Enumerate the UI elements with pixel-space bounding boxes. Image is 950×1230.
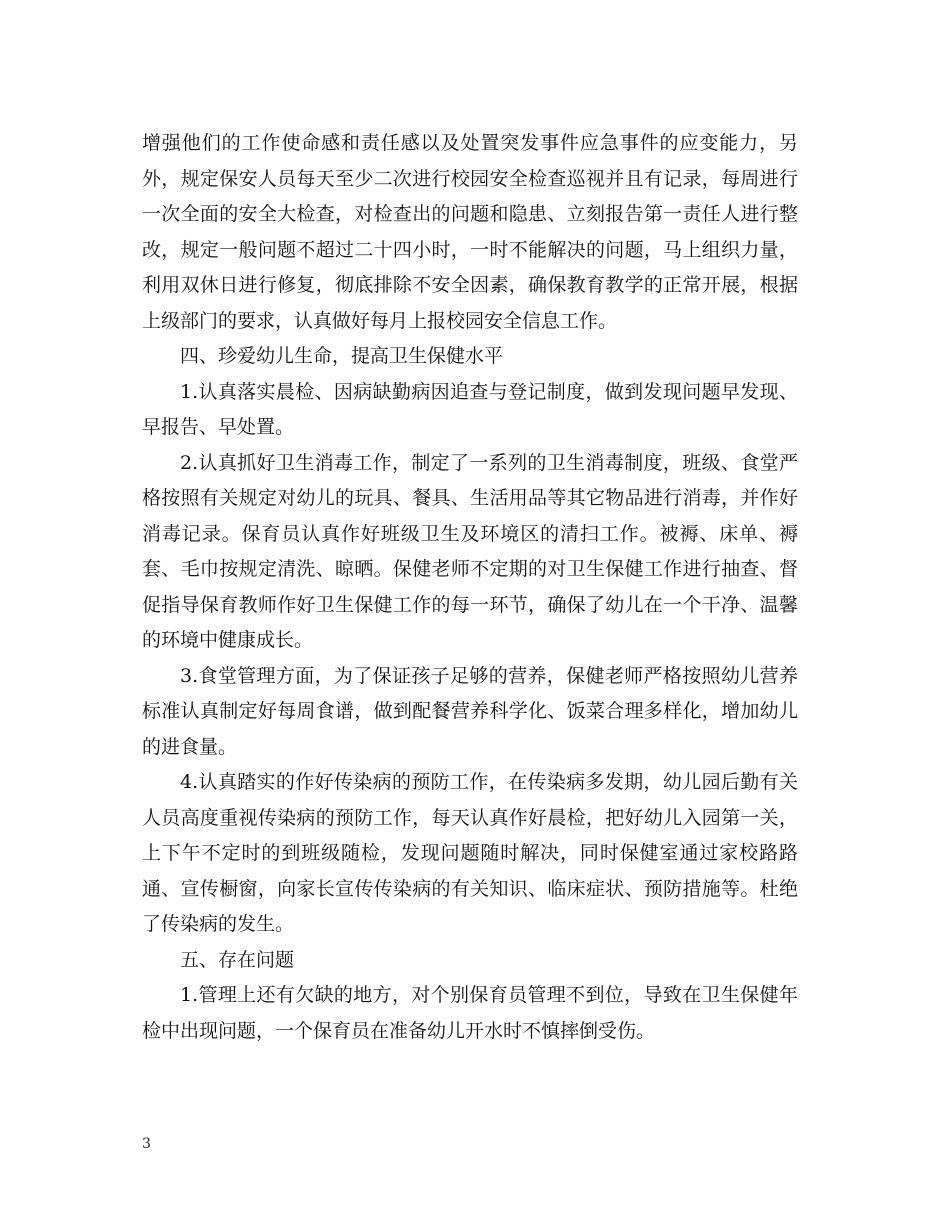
paragraph-item-4-3: 3.食堂管理方面，为了保证孩子足够的营养，保健老师严格按照幼儿营养标准认真制定好每周食谱，做到配餐营养科学化、饭菜合理多样化，增加幼儿的进食量。 (142, 664, 798, 758)
page-number: 3 (142, 1136, 151, 1152)
paragraph-item-4-4: 4.认真踏实的作好传染病的预防工作，在传染病多发期，幼儿园后勤有关人员高度重视传染病的预防工作，每天认真作好晨检，把好幼儿入园第一关，上下午不定时的到班级随检，发现问题随时解决，同时保健室通过家校路路通、宣传橱窗，向家长宣传传染病的有关知识、临床症状、预防措施等。杜绝了传染病的发生。 (142, 771, 798, 935)
paragraph-item-4-1: 1.认真落实晨检、因病缺勤病因追查与登记制度，做到发现问题早发现、早报告、早处置。 (142, 380, 798, 438)
document-body (142, 126, 798, 1049)
paragraph-item-4-2: 2.认真抓好卫生消毒工作，制定了一系列的卫生消毒制度，班级、食堂严格按照有关规定对幼儿的玩具、餐具、生活用品等其它物品进行消毒，并作好消毒记录。保育员认真作好班级卫生及环境区的清扫工作。被褥、床单、褥套、毛巾按规定清洗、晾晒。保健老师不定期的对卫生保健工作进行抽查、督促指导保育教师作好卫生保健工作的每一环节，确保了幼儿在一个干净、温馨的环境中健康成长。 (142, 451, 798, 651)
section-heading-4: 四、珍爱幼儿生命，提高卫生保健水平 (180, 345, 504, 367)
paragraph-item-5-1: 1.管理上还有欠缺的地方，对个别保育员管理不到位，导致在卫生保健年检中出现问题，一个保育员在准备幼儿开水时不慎摔倒受伤。 (142, 984, 798, 1042)
paragraph-continuation: 增强他们的工作使命感和责任感以及处置突发事件应急事件的应变能力，另外，规定保安人员每天至少二次进行校园安全检查巡视并且有记录，每周进行一次全面的安全大检查，对检查出的问题和隐患、立刻报告第一责任人进行整改，规定一般问题不超过二十四小时，一时不能解决的问题，马上组织力量，利用双休日进行修复，彻底排除不安全因素，确保教育教学的正常开展，根据上级部门的要求，认真做好每月上报校园安全信息工作。 (142, 132, 798, 332)
section-heading-5: 五、存在问题 (180, 948, 295, 971)
